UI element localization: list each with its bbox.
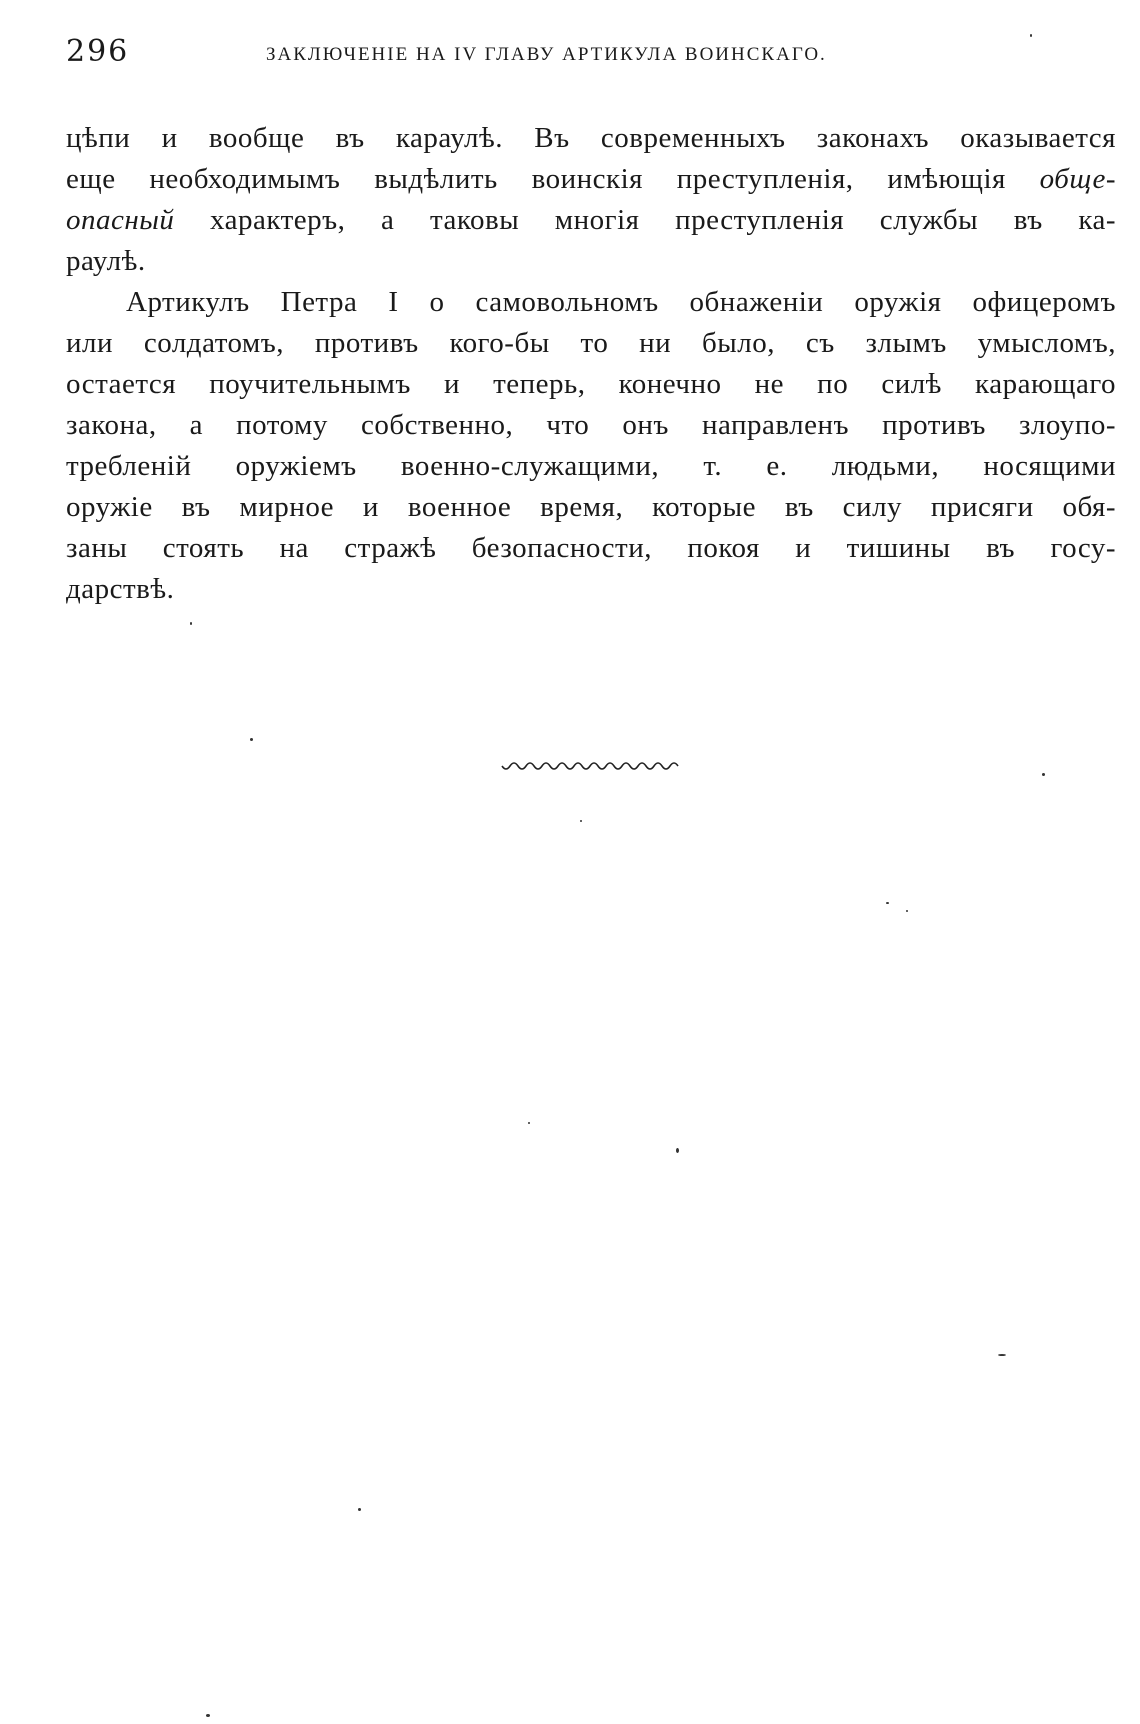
text-line: оружіе въ мирное и военное время, которые въ силу присяги обя-: [66, 491, 1116, 523]
body-text: [66, 118, 1116, 610]
text-line: дарствѣ.: [66, 573, 175, 605]
paper-speck: [1042, 773, 1045, 776]
paper-speck: [206, 1714, 210, 1717]
page-number: 296: [66, 34, 130, 69]
italic-segment: опасный: [66, 204, 175, 236]
text-line: Артикулъ Петра I о самовольномъ обнаженіи оружія офицеромъ: [126, 286, 1116, 318]
paper-speck: [1030, 34, 1032, 37]
italic-segment: обще-: [1039, 163, 1117, 195]
text-segment: еще необходимымъ выдѣлить воинскія преступленія, имѣющія: [66, 163, 1006, 195]
paragraph-1: [66, 118, 1116, 282]
paragraph-2: [66, 282, 1116, 610]
text-line: цѣпи и вообще въ караулѣ. Въ современныхъ законахъ оказывается: [66, 122, 1116, 154]
text-segment: характеръ, а таковы многія преступленія службы въ ка-: [210, 204, 1117, 236]
text-line: заны стоять на стражѣ безопасности, покоя и тишины въ госу-: [66, 532, 1116, 564]
text-line: [66, 159, 1116, 200]
paper-speck: [906, 910, 908, 912]
paper-speck: [250, 738, 253, 741]
text-line: [66, 200, 1116, 241]
running-head: ЗАКЛЮЧЕНІЕ НА IV ГЛАВУ АРТИКУЛА ВОИНСКАГО.: [266, 44, 827, 65]
paper-speck: [528, 1122, 530, 1124]
page-header: [66, 34, 1116, 74]
text-line: требленій оружіемъ военно-служащими, т. е. людьми, носящими: [66, 450, 1116, 482]
text-line: или солдатомъ, противъ кого-бы то ни было, съ злымъ умысломъ,: [66, 327, 1116, 359]
text-line: раулѣ.: [66, 245, 146, 277]
paper-speck: [886, 902, 889, 904]
paper-speck: [676, 1148, 679, 1153]
paper-speck: [998, 1354, 1006, 1356]
paper-speck: [358, 1508, 361, 1511]
wavy-ornament: [500, 760, 680, 776]
text-line: закона, а потому собственно, что онъ направленъ противъ злоупо-: [66, 409, 1116, 441]
text-line: остается поучительнымъ и теперь, конечно не по силѣ карающаго: [66, 368, 1116, 400]
paper-speck: [580, 820, 582, 822]
paper-speck: [190, 622, 192, 625]
